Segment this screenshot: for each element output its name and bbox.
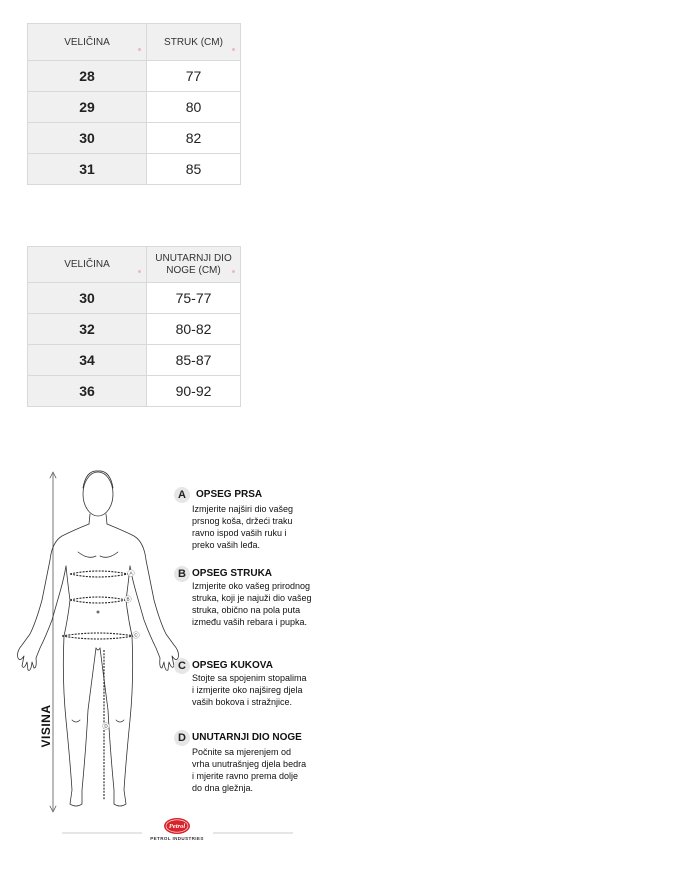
value-cell: 90-92 bbox=[147, 376, 241, 407]
measure-description: Izmjerite najširi dio vašeg prsnog koša, držeći traku ravno ispod vaših ruku i preko vaših leđa. bbox=[192, 504, 294, 550]
marker-a: A bbox=[129, 570, 133, 576]
value-cell: 85 bbox=[147, 154, 241, 185]
badge-d: D bbox=[174, 730, 190, 746]
badge-c: C bbox=[174, 658, 190, 674]
value-cell: 80 bbox=[147, 92, 241, 123]
size-cell: 36 bbox=[28, 376, 147, 407]
value-cell: 82 bbox=[147, 123, 241, 154]
table-row bbox=[28, 345, 241, 376]
table-row bbox=[28, 123, 241, 154]
size-cell: 28 bbox=[28, 61, 147, 92]
measure-title: OPSEG PRSA bbox=[196, 489, 263, 500]
badge-a: A bbox=[174, 487, 190, 503]
marker-b: B bbox=[126, 596, 130, 602]
table-row bbox=[28, 154, 241, 185]
table-row bbox=[28, 376, 241, 407]
size-cell: 30 bbox=[28, 123, 147, 154]
table-row bbox=[28, 314, 241, 345]
size-cell: 29 bbox=[28, 92, 147, 123]
measure-title: OPSEG KUKOVA bbox=[192, 660, 273, 671]
height-label: VISINA bbox=[39, 704, 53, 748]
svg-text:Petrol: Petrol bbox=[168, 823, 186, 830]
brand-name: PETROL INDUSTRIES bbox=[150, 836, 204, 841]
size-cell: 30 bbox=[28, 283, 147, 314]
header-size: VELIČINA bbox=[28, 247, 147, 283]
header-inseam: UNUTARNJI DIO NOGE (CM) bbox=[147, 247, 241, 283]
marker-d: D bbox=[104, 723, 108, 729]
table-row bbox=[28, 92, 241, 123]
marker-c: C bbox=[134, 632, 138, 638]
table-row bbox=[28, 61, 241, 92]
value-cell: 75-77 bbox=[147, 283, 241, 314]
size-cell: 31 bbox=[28, 154, 147, 185]
badge-b: B bbox=[174, 566, 190, 582]
petrol-logo bbox=[164, 818, 190, 834]
value-cell: 85-87 bbox=[147, 345, 241, 376]
waist-size-table bbox=[27, 23, 241, 185]
value-cell: 77 bbox=[147, 61, 241, 92]
measure-description: Počnite sa mjerenjem od vrha unutrašnjeg djela bedra i mjerite ravno prema dolje do dna gležnja. bbox=[192, 747, 307, 793]
measure-description: Izmjerite oko vašeg prirodnog struka, koji je najuži dio vašeg struka, obično na pola puta između vaših rebara i pupka. bbox=[192, 581, 312, 627]
size-cell: 32 bbox=[28, 314, 147, 345]
measure-description: Stojte sa spojenim stopalima i izmjerite oko najšireg djela vaših bokova i stražnjice. bbox=[192, 673, 307, 707]
measure-title: OPSEG STRUKA bbox=[192, 568, 273, 579]
header-waist: STRUK (CM) bbox=[147, 24, 241, 61]
value-cell: 80-82 bbox=[147, 314, 241, 345]
header-size: VELIČINA bbox=[28, 24, 147, 61]
measure-title: UNUTARNJI DIO NOGE bbox=[192, 732, 302, 743]
size-cell: 34 bbox=[28, 345, 147, 376]
inseam-size-table bbox=[27, 246, 241, 407]
table-row bbox=[28, 283, 241, 314]
